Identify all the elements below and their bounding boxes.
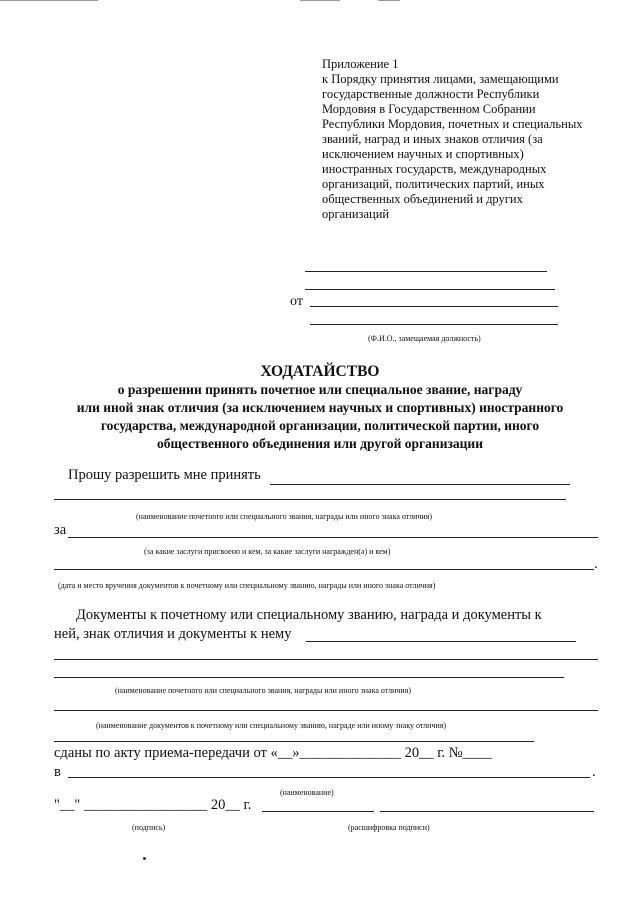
date-place-line[interactable] [54, 569, 594, 570]
period: . [592, 764, 596, 780]
caption-naming: (наименование) [280, 788, 334, 797]
scan-dot [143, 857, 146, 860]
title-subline: или иной знак отличия (за исключением научных и спортивных) иностранного [76, 400, 564, 415]
award-name-line-2[interactable] [54, 499, 566, 500]
title-subline: общественного объединения или другой организации [157, 436, 483, 451]
merits-line[interactable] [68, 537, 598, 538]
appendix-line: Республики Мордовия, почетных и специальных [322, 117, 583, 131]
title-subline: о разрешении принять почетное или специальное звание, награду [117, 382, 523, 397]
request-text: Прошу разрешить мне принять [68, 467, 261, 483]
award-name-line[interactable] [270, 484, 570, 485]
appendix-line: иностранных государств, международных [322, 162, 547, 176]
scan-artifact [0, 0, 98, 1]
appendix-line: к Порядку принятия лицами, замещающими [322, 72, 559, 86]
docs-name-line-2[interactable] [54, 741, 534, 742]
addressee-line[interactable] [305, 271, 547, 272]
title-subline: государства, международной организации, политической партии, иного [100, 418, 540, 433]
caption-date-place: (дата и место вручения документов к почетному или специальному званию, награды или иного знака отличия) [58, 581, 436, 590]
caption-signature-decode: (расшифровка подписи) [348, 823, 430, 832]
appendix-line: исключением научных и спортивных) [322, 147, 524, 161]
appendix-line: Мордовия в Государственном Собрании [322, 102, 536, 116]
docs-name-line[interactable] [54, 710, 598, 711]
recipient-line[interactable] [68, 777, 590, 778]
signature-decode-line[interactable] [380, 811, 594, 812]
addressee-line[interactable] [305, 289, 555, 290]
documents-line-2[interactable] [54, 659, 598, 660]
documents-text: ней, знак отличия и документы к нему [54, 626, 292, 642]
appendix-line: Приложение 1 [322, 57, 399, 71]
signature-line[interactable] [262, 811, 374, 812]
scan-artifact [378, 0, 400, 1]
v-label: в [54, 764, 61, 780]
fio-line[interactable] [310, 306, 558, 307]
from-label: от [290, 294, 303, 309]
appendix-line: государственные должности Республики [322, 87, 540, 101]
sign-date: "__" _________________ 20__ г. [54, 797, 252, 813]
caption-award-name: (наименование почетного или специального звания, награды или иного знака отличия) [136, 512, 432, 521]
appendix-line: организаций [322, 207, 390, 221]
documents-line[interactable] [306, 641, 576, 642]
document-title: ХОДАТАЙСТВО [260, 363, 380, 380]
fio-caption: (Ф.И.О., замещаемая должность) [368, 334, 481, 343]
appendix-line: организаций, политических партий, иных [322, 177, 545, 191]
scan-artifact [300, 0, 340, 1]
appendix-line: общественных объединений и других [322, 192, 523, 206]
period: . [594, 556, 598, 572]
handed-over-text: сданы по акту приема-передачи от «__»______________ 20__ г. №____ [54, 745, 492, 761]
za-label: за [54, 522, 67, 538]
caption-merits: (за какие заслуги присвоено и кем, за какие заслуги награжден(а) и кем) [144, 547, 391, 556]
documents-text: Документы к почетному или специальному званию, награда и документы к [76, 607, 542, 623]
documents-line-3[interactable] [54, 677, 564, 678]
position-line[interactable] [310, 324, 558, 325]
caption-award-name-2: (наименование почетного или специального звания, награды или иного знака отличия) [115, 686, 411, 695]
caption-docs-name: (наименование документов к почетному или специальному званию, награде или иному знаку отличия) [96, 721, 447, 730]
appendix-line: званий, наград и иных знаков отличия (за [322, 132, 543, 146]
appendix-block [322, 57, 582, 222]
caption-signature: (подпись) [132, 823, 166, 832]
